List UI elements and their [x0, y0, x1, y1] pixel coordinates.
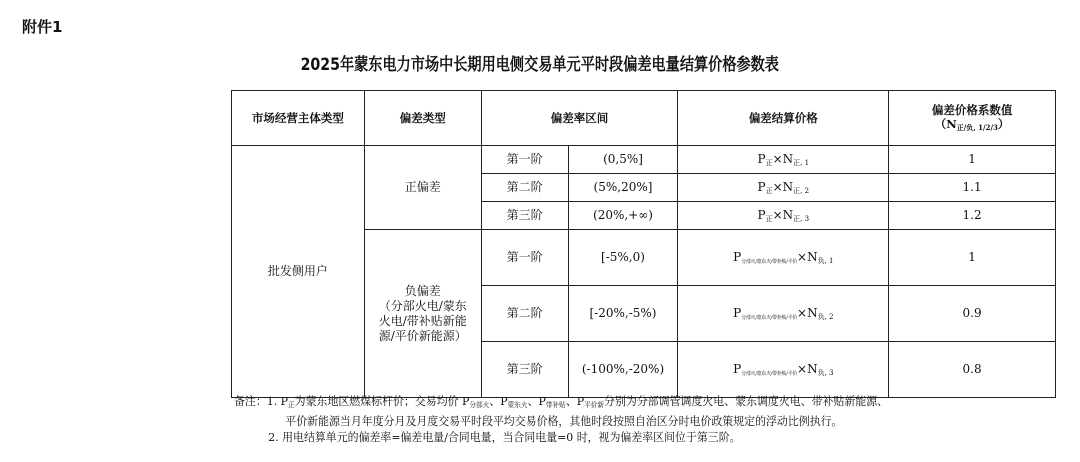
- price-cell: P分部火/蒙东火/带补贴/平价$\times N_{负, 3}$: [678, 342, 889, 398]
- range-cell: (-100%,-20%): [568, 342, 678, 398]
- subject-cell: 批发侧用户: [232, 146, 365, 398]
- table-title: 2025年蒙东电力市场中长期用电侧交易单元平时段偏差电量结算价格参数表: [300, 55, 779, 75]
- negative-deviation-cell: 负偏差 （分部火电/蒙东 火电/带补贴新能 源/平价新能源）: [364, 230, 481, 398]
- range-cell: (5%,20%]: [568, 174, 678, 202]
- remark-1-line-2: 平价新能源当月年度分月及月度交易平时段平均交易价格，其他时段按照自治区分时电价政策规定的浮动比例执行。: [285, 414, 843, 428]
- remark-2: 2. 用电结算单元的偏差率=偏差电量/合同电量，当合同电量=0 时，视为偏差率区间位于第三阶。: [268, 430, 741, 444]
- tier-cell: 第三阶: [481, 342, 568, 398]
- header-coefficient-line1: 偏差价格系数值: [931, 102, 1013, 117]
- price-cell: $P_正\times N_{正, 2}$: [678, 174, 889, 202]
- coefficient-cell: 0.8: [889, 342, 1056, 398]
- coefficient-cell: 1: [889, 230, 1056, 286]
- remarks: [234, 393, 1042, 445]
- tier-cell: 第一阶: [481, 230, 568, 286]
- price-cell: $P_正\times N_{正, 1}$: [678, 146, 889, 174]
- coefficient-cell: 1: [889, 146, 1056, 174]
- price-cell: $P_正\times N_{正, 3}$: [678, 202, 889, 230]
- remark-1-line-1: 备注：1. $P_正$为蒙东地区燃煤标杆价；交易均价 $P_{分部火}$、$P_{蒙东火}$、$P_{带补贴}$、$P_{平价新}$分别为分部调管调度火电、蒙东调度火电、带补贴新能源、: [234, 394, 889, 409]
- price-cell: P分部火/蒙东火/带补贴/平价$\times N_{负, 1}$: [678, 230, 889, 286]
- range-cell: [-5%,0): [568, 230, 678, 286]
- price-cell: P分部火/蒙东火/带补贴/平价$\times N_{负, 2}$: [678, 286, 889, 342]
- coefficient-cell: 0.9: [889, 286, 1056, 342]
- tier-cell: 第二阶: [481, 174, 568, 202]
- table-row: [232, 146, 1056, 174]
- tier-cell: 第二阶: [481, 286, 568, 342]
- tier-cell: 第一阶: [481, 146, 568, 174]
- header-subject-type: 市场经营主体类型: [232, 91, 365, 146]
- range-cell: (20%,+∞): [568, 202, 678, 230]
- coefficient-cell: 1.1: [889, 174, 1056, 202]
- header-row: [232, 91, 1056, 146]
- header-settlement-price: 偏差结算价格: [678, 91, 889, 146]
- header-coefficient-line2: $(N_{正/负, 1/2/3})$: [934, 117, 1010, 133]
- range-cell: (0,5%]: [568, 146, 678, 174]
- settlement-price-table: [231, 90, 1056, 398]
- coefficient-cell: 1.2: [889, 202, 1056, 230]
- attachment-label: 附件1: [22, 18, 63, 36]
- tier-cell: 第三阶: [481, 202, 568, 230]
- range-cell: [-20%,-5%): [568, 286, 678, 342]
- positive-deviation-cell: 正偏差: [364, 146, 481, 230]
- header-coefficient: [889, 91, 1056, 146]
- header-deviation-range: 偏差率区间: [481, 91, 678, 146]
- header-deviation-type: 偏差类型: [364, 91, 481, 146]
